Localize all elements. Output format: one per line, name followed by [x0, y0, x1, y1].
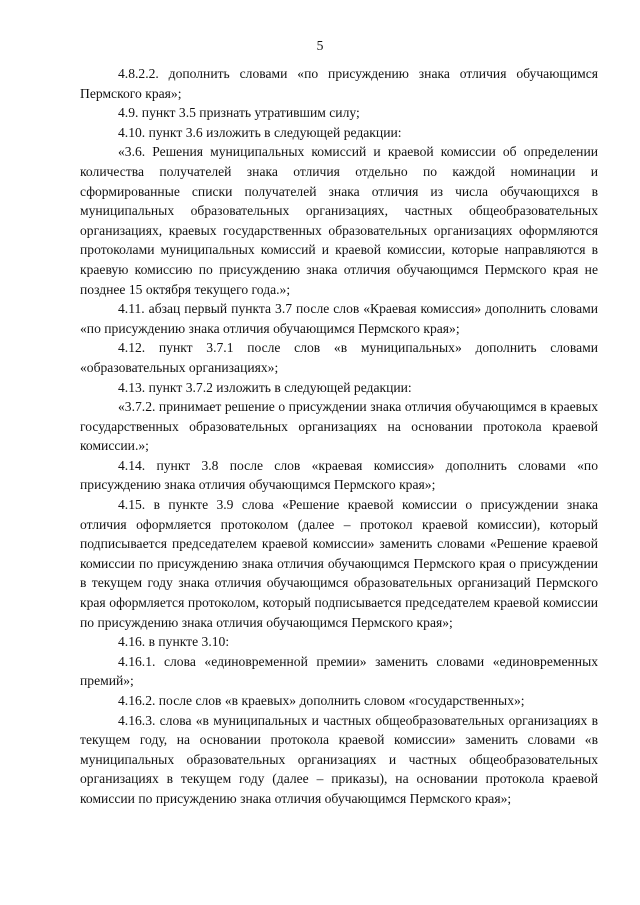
document-body — [80, 64, 598, 809]
paragraph-4-16-2: 4.16.2. после слов «в краевых» дополнить словом «государственных»; — [118, 693, 525, 708]
paragraph-4-10: 4.10. пункт 3.6 изложить в следующей редакции: — [118, 124, 402, 140]
paragraph-4-9: 4.9. пункт 3.5 признать утратившим силу; — [118, 105, 360, 121]
paragraph-3-7-2-quote: «3.7.2. принимает решение о присуждении знака отличия обучающимся в краевых государственных образовательных организациях на основании протокола краевой комиссии.»; — [80, 399, 598, 454]
paragraph-4-14: 4.14. пункт 3.8 после слов «краевая комиссия» дополнить словами «по присуждению знака отличия обучающимся Пермского края»; — [80, 457, 598, 493]
paragraph-4-15: 4.15. в пункте 3.9 слова «Решение краевой комиссии о присуждении знака отличия оформляется протоколом (далее – протокол краевой комиссии), который подписывается председателем краевой комиссии» заменить словами «Решение краевой комиссии по присуждению знака отличия обучающимся Пермского края о присуждении в текущем году знака отличия обучающимся образовательных организаций Пермского края оформляется протоколом, который подписывается председателем краевой комиссии по присуждению знака отличия обучающимся Пермского края»; — [80, 497, 598, 630]
paragraph-4-16-1: 4.16.1. слова «единовременной премии» заменить словами «единовременных премий»; — [80, 653, 598, 689]
paragraph-4-12: 4.12. пункт 3.7.1 после слов «в муниципальных» дополнить словами «образовательных организациях»; — [80, 340, 598, 375]
paragraph-4-16-3: 4.16.3. слова «в муниципальных и частных общеобразовательных организациях в текущем году, на основании протокола краевой комиссии» заменить словами «в муниципальных образовательных организациях и частных общеобразовательных организациях в текущем году (далее – приказы), на основании протокола краевой комиссии по присуждению знака отличия обучающимся Пермского края»; — [80, 712, 598, 806]
paragraph-4-8-2-2: 4.8.2.2. дополнить словами «по присуждению знака отличия обучающимся Пермского края»; — [80, 66, 598, 101]
paragraph-3-6-quote: «3.6. Решения муниципальных комиссий и краевой комиссии об определении количества получателей знака отличия отдельно по каждой номинации и сформированные списки получателей знака отличия из числа обучающихся в муниципальных образовательных организациях, частных общеобразовательных организациях, краевых государственных образовательных организациях оформляются протоколами муниципальных комиссий и краевой комиссии, которые направляются в краевую комиссию по присуждению знака отличия обучающимся Пермского края не позднее 15 октября текущего года.»; — [80, 144, 598, 297]
paragraph-4-11: 4.11. абзац первый пункта 3.7 после слов «Краевая комиссия» дополнить словами «по присуждению знака отличия обучающимся Пермского края»; — [80, 301, 598, 336]
page-number: 5 — [316, 38, 324, 53]
paragraph-4-16: 4.16. в пункте 3.10: — [118, 634, 230, 650]
paragraph-4-13: 4.13. пункт 3.7.2 изложить в следующей редакции: — [118, 379, 412, 395]
